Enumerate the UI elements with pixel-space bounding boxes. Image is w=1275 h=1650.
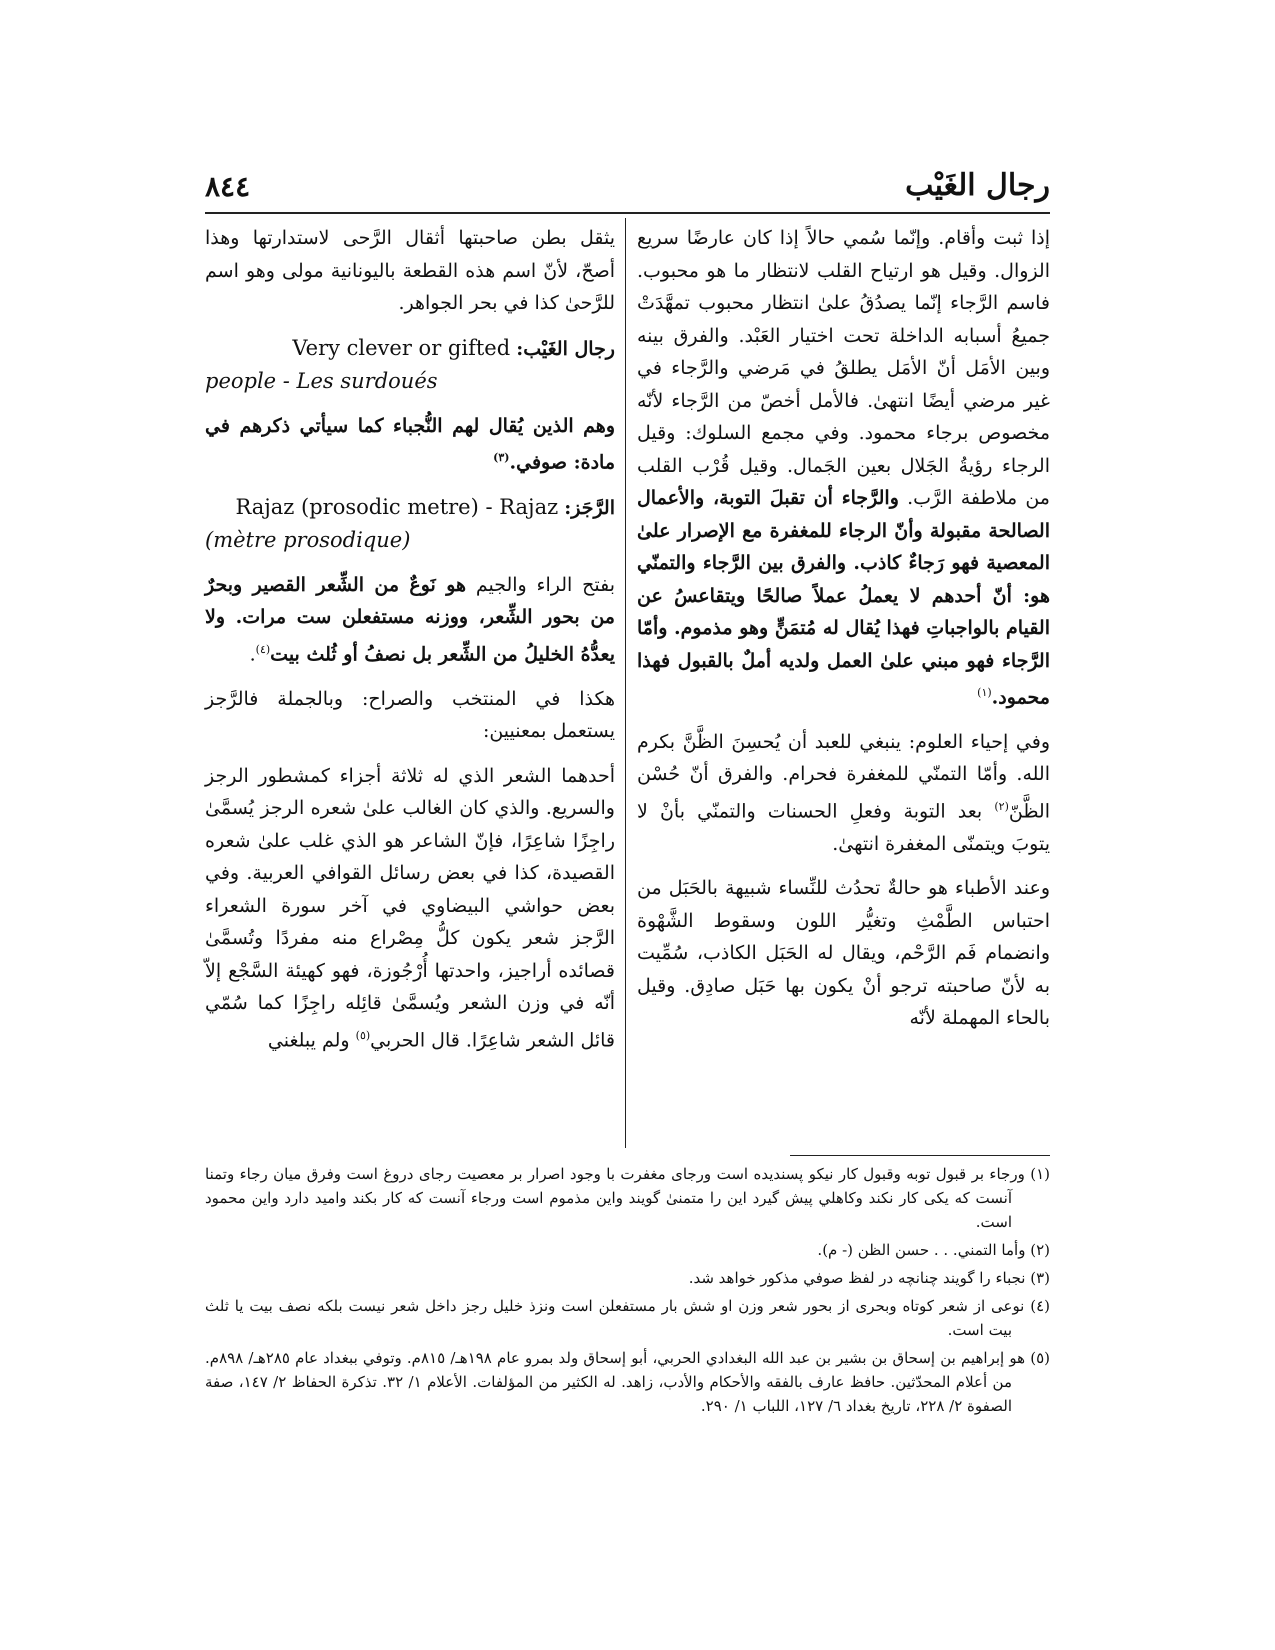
paragraph bbox=[205, 410, 615, 479]
paragraph-text: وهم الذين يُقال لهم النُّجباء كما سيأتي ذكرهم في مادة: صوفي. bbox=[205, 414, 615, 474]
paragraph-text: بفتح الراء والجيم bbox=[475, 573, 615, 596]
left-column bbox=[205, 222, 615, 1068]
footnote: (٣) نجباء را گويند چنانچه در لفظ صوفي مذكور خواهد شد. bbox=[688, 1269, 1050, 1287]
paragraph-text: إذا ثبت وأقام. وإنّما سُمي حالاً إذا كان عارضًا سريع الزوال. وقيل هو ارتياح القلب لانتظار ما هو محبوب. فاسم الرَّجاء إنّما يصدُقُ علىٰ انتظار محبوب تمهَّدَتْ جميعُ أسبابه الداخلة تحت اختيار العَبْد. والفرق بينه وبين الأمَل أنّ الأمَل يطلقُ في مَرضي والرَّجاء في غير مرضي أيضًا انتهىٰ. فالأمل أخصّ من الرَّجاء لأنّه مخصوص برجاء محمود. وفي مجمع السلوك: وقيل الرجاء رؤيةُ الجَلال بعين الجَمال. وقيل قُرْب القلب من ملاطفة الرَّب. bbox=[637, 227, 1050, 509]
footnote: (١) ورجاء بر قبول توبه وقبول كار نيكو پسنديده است ورجاى مغفرت با وجود اصرار بر معصيت رجاى دروغ است وفرق ميان رجاء وتمنا آنست كه يكى كار نكند وكاهلي پيش گيرد اين را متمنىٰ گويند واين مذموم است ورجاء آنست كه كار بكند واميد دارد واين محمود است. bbox=[205, 1165, 1050, 1231]
paragraph bbox=[205, 683, 615, 748]
footnotes bbox=[205, 1162, 1050, 1422]
paragraph bbox=[637, 726, 1050, 860]
footnote: (٥) هو إبراهيم بن إسحاق بن بشير بن عبد الله البغدادي الحربي، أبو إسحاق ولد بمرو عام ١٩٨هـ/ ٨١٥م. وتوفي ببغداد عام ٢٨٥هـ/ ٨٩٨م. من أعلام المحدّثين. حافظ عارف بالفقه والأحكام والأدب، زاهد. له الكثير من المؤلفات. الأعلام ١/ ٣٢. تذكرة الحفاظ ٢/ ١٤٧، صفة الصفوة ٢/ ٢٢٨، تاريخ بغداد ٦/ ١٢٧، اللباب ١/ ٢٩٠. bbox=[205, 1349, 1050, 1415]
footnote-ref: (٤) bbox=[255, 642, 271, 656]
footnote: (٤) نوعى از شعر كوتاه وبحرى از بحور شعر وزن او شش بار مستفعلن است ونزذ خليل رجز داخل شعر نيست بلكه نصف بيت يا ثلث بيت است. bbox=[205, 1297, 1050, 1339]
paragraph bbox=[205, 760, 615, 1057]
footnote-rule bbox=[790, 1155, 1050, 1156]
paragraph: بفتح الراء والجيم هو نَوعٌ من الشِّعر القصير وبحرٌ من بحور الشِّعر، ووزنه مستفعلن ست مرات. ولا يعدُّهُ الخليلُ من الشِّعر بل نصفُ أو ثُلث بيت$^{(٤)}$. bbox=[205, 573, 615, 666]
paragraph bbox=[205, 222, 615, 320]
bold-text: هو نَوعٌ من الشِّعر القصير وبحرٌ من بحور الشِّعر، ووزنه مستفعلن ست مرات. ولا يعدُّهُ الخليلُ من الشِّعر بل نصفُ أو ثُلث بيت bbox=[205, 573, 615, 666]
footnote-ref: (٣) bbox=[493, 451, 510, 464]
entry-heading bbox=[205, 491, 615, 557]
page-header bbox=[205, 168, 1050, 204]
entry-heading bbox=[205, 332, 615, 398]
entry-translation: Rajaz (prosodic metre) - Rajaz bbox=[235, 494, 559, 519]
paragraph-text: يثقل بطن صاحبتها أثقال الرَّحى لاستدارتها وهذا أصحّ، لأنّ اسم هذه القطعة باليونانية مولى وهو اسم للرَّحىٰ كذا في بحر الجواهر. bbox=[205, 227, 615, 314]
paragraph-text: هكذا في المنتخب والصراح: وبالجملة فالرَّجز يستعمل بمعنيين: bbox=[205, 687, 615, 743]
paragraph-text: وعند الأطباء هو حالةٌ تحدُث للنِّساء شبيهة بالحَبَل من احتباس الطَّمْثِ وتغيُّر اللون وسقوط الشَّهْوة وانضمام فَم الرَّحْم، ويقال له الحَبَل الكاذب، سُمِّيت به لأنّ صاحبته ترجو أنْ يكون بها حَبَل صادِق. وقيل بالحاء المهملة لأنّه bbox=[637, 877, 1050, 1030]
header-rule bbox=[205, 212, 1050, 214]
column-divider bbox=[625, 218, 626, 1148]
entry-term: رجال الغَيْب: bbox=[516, 337, 615, 360]
paragraph-text: ولم يبلغني bbox=[267, 1028, 350, 1051]
entry-term: الرَّجَز: bbox=[564, 496, 615, 519]
paragraph-text: وفي إحياء العلوم: ينبغي للعبد أن يُحسِنَ الظَّنَّ بكرم الله. وأمّا التمنّي للمغفرة فحرام. والفرق أنّ حُسْن الظَّنّ bbox=[637, 730, 1050, 823]
paragraph bbox=[637, 872, 1050, 1035]
paragraph-text: أحدهما الشعر الذي له ثلاثة أجزاء كمشطور الرجز والسريع. والذي كان الغالب علىٰ شعره الرجز يُسمَّىٰ راجِزًا شاعِرًا، فإنّ الشاعر هو الذي غلب علىٰ شعره القصيدة، كذا في بعض رسائل القوافي العربية. وفي بعض حواشي البيضاوي في آخر سورة الشعراء الرَّجز شعر يكون كلُّ مِصْراع منه مفردًا وتُسمَّىٰ قصائده أراجيز، واحدتها أُرْجُوزة، فهو كهيئة السَّجْع إلاّ أنّه في وزن الشعر ويُسمَّىٰ قائِله راجِزًا كما سُمّي قائل الشعر شاعِرًا. قال الحربي bbox=[205, 764, 615, 1051]
page-number: ٨٤٤ bbox=[205, 170, 251, 203]
entry-translation-line2: (mètre prosodique) bbox=[205, 528, 411, 553]
footnote-ref: (٥) bbox=[355, 1028, 371, 1042]
paragraph bbox=[637, 222, 1050, 714]
bold-text: والرَّجاء أن تقبلَ التوبة، والأعمال الصالحة مقبولة وأنّ الرجاء للمغفرة مع الإصرار علىٰ المعصية فهو رَجاءٌ كاذب. والفرق بين الرَّجاء والتمنّي هو: أنّ أحدهم لا يعملُ عملاً صالحًا ويتقاعسُ عن القيام بالواجباتِ فهذا يُقال له مُتمَنٍّ وهو مذموم. وأمّا الرَّجاء فهو مبني علىٰ العمل ولديه أملٌ بالقبول فهذا محمود. bbox=[637, 487, 1050, 709]
right-column bbox=[637, 222, 1050, 1047]
running-title: رجال الغَيْب bbox=[905, 168, 1050, 203]
entry-translation-line2: people - Les surdoués bbox=[205, 369, 438, 393]
entry-translation: Very clever or gifted bbox=[292, 335, 511, 360]
footnote: (٢) وأما التمني. . . حسن الظن (- م). bbox=[817, 1241, 1050, 1259]
footnote-ref: (١) bbox=[977, 686, 992, 699]
footnote-ref: (٢) bbox=[994, 799, 1009, 813]
paragraph-text: بعد التوبة وفعلِ الحسنات والتمنّي بأنْ لا يتوبَ ويتمنّى المغفرة انتهىٰ. bbox=[637, 800, 1050, 855]
